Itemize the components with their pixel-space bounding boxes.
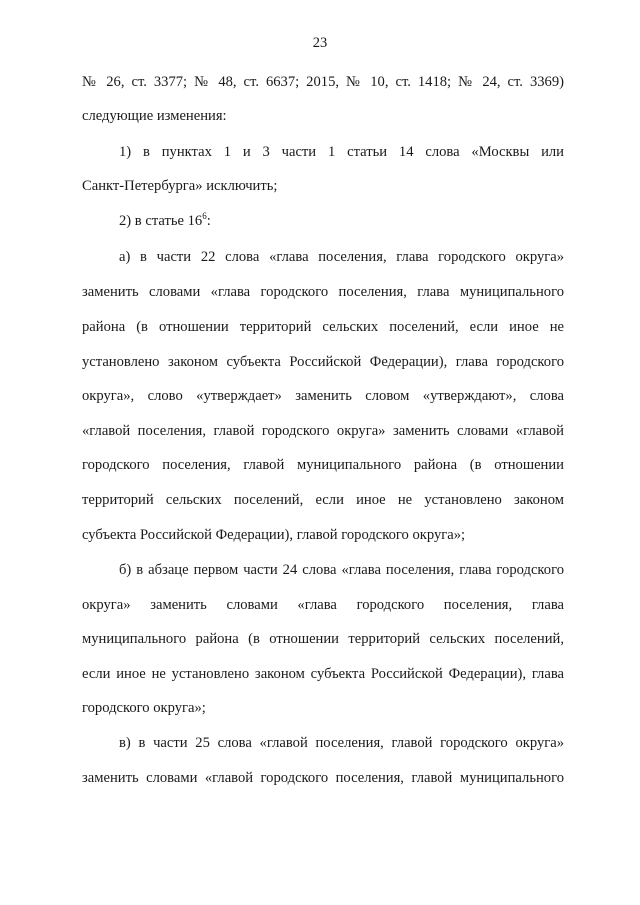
- text-line: района (в отношении территорий сельских поселений, если иное не: [82, 319, 564, 335]
- superscript: 6: [202, 211, 207, 222]
- text-line-main: 2) в статье 16: [119, 213, 203, 229]
- text-line: «главой поселения, главой городского округа» заменить словами «главой: [82, 423, 564, 439]
- text-line: б) в абзаце первом части 24 слова «глава поселения, глава городского: [119, 562, 564, 578]
- text-line: городского поселения, главой муниципального района (в отношении: [82, 457, 564, 473]
- text-line: следующие изменения:: [82, 108, 227, 124]
- text-line: [119, 212, 211, 230]
- text-line: Санкт-Петербурга» исключить;: [82, 178, 278, 194]
- text-line: территорий сельских поселений, если иное не установлено законом: [82, 492, 564, 508]
- text-line: № 26, ст. 3377; № 48, ст. 6637; 2015, № 10, ст. 1418; № 24, ст. 3369): [82, 74, 564, 90]
- text-line: если иное не установлено законом субъекта Российской Федерации), глава: [82, 666, 564, 682]
- text-line: 1) в пунктах 1 и 3 части 1 статьи 14 слова «Москвы или: [119, 144, 564, 160]
- text-line: субъекта Российской Федерации), главой городского округа»;: [82, 527, 466, 543]
- text-line: городского округа»;: [82, 700, 206, 716]
- text-line: установлено законом субъекта Российской Федерации), глава городского: [82, 354, 564, 370]
- text-line: заменить словами «главой городского поселения, главой муниципального: [82, 770, 564, 786]
- page-number: 23: [312, 35, 328, 51]
- text-line: округа» заменить словами «глава городского поселения, глава: [82, 597, 564, 613]
- text-line: округа», слово «утверждает» заменить словом «утверждают», слова: [82, 388, 564, 404]
- text-line: а) в части 22 слова «глава поселения, глава городского округа»: [119, 249, 564, 265]
- text-line: муниципального района (в отношении территорий сельских поселений,: [82, 631, 564, 647]
- text-line-tail: :: [206, 213, 211, 229]
- text-line: заменить словами «глава городского поселения, глава муниципального: [82, 284, 564, 300]
- text-line: в) в части 25 слова «главой поселения, главой городского округа»: [119, 735, 564, 751]
